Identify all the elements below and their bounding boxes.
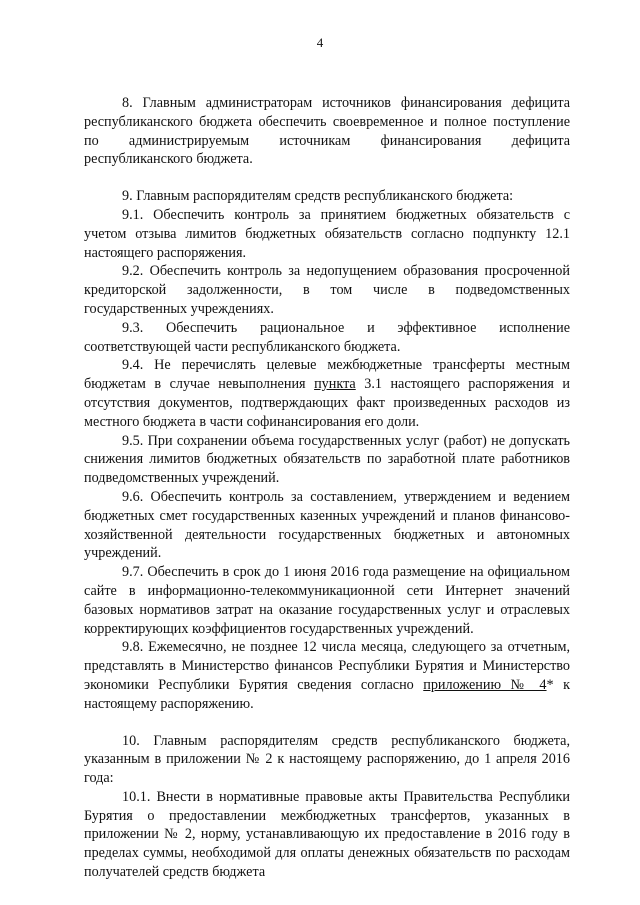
paragraph-9-4 <box>84 356 570 431</box>
paragraph-9-2: 9.2. Обеспечить контроль за недопущением образования просроченной кредиторской задолженности, в том числе в подведомственных государственных учреждениях. <box>84 263 570 317</box>
paragraph-9-8 <box>84 638 570 713</box>
paragraph-9-1: 9.1. Обеспечить контроль за принятием бюджетных обязательств с учетом отзыва лимитов бюджетных обязательств согласно подпункту 12.1 настоящего распоряжения. <box>84 206 570 261</box>
document-body <box>84 94 570 882</box>
paragraph-9-4-text-end: 3.1 настоящего распоряжения и отсутствия документов, подтверждающих факт произведенных расходов из местного бюджета в части софинансирования его доли. <box>84 376 570 430</box>
paragraph-8: 8. Главным администраторам источников финансирования дефицита республиканского бюджета обеспечить своевременное и полное поступление по администрируемым источникам финансирования дефицита республиканского бюджета. <box>84 95 570 168</box>
paragraph-9-3: 9.3. Обеспечить рациональное и эффективное исполнение соответствующей части республиканского бюджета. <box>84 319 570 355</box>
paragraph-10-1: 10.1. Внести в нормативные правовые акты Правительства Республики Бурятия о предоставлении межбюджетных трансфертов, указанных в приложении № 2, норму, устанавливающую их предоставление в 2016 году в пределах суммы, необходимой для оплаты денежных обязательств по расходам получателей средств бюджета <box>84 788 570 881</box>
appendix-4-link[interactable]: приложению № 4 <box>423 676 547 693</box>
paragraph-9-7: 9.7. Обеспечить в срок до 1 июня 2016 года размещение на официальном сайте в информационно-телекоммуникационной сети Интернет значений базовых нормативов затрат на оказание государственных услуг и отраслевых корректирующих коэффициентов государственных учреждений. <box>84 564 570 637</box>
paragraph-9: 9. Главным распорядителям средств республиканского бюджета: <box>122 188 514 205</box>
paragraph-9-8-text-start: 9.8. Ежемесячно, не позднее 12 числа месяца, следующего за отчетным, представлять в Министерство финансов Республики Бурятия и Министерство экономики Республики Бурятия сведения согласно <box>84 639 570 693</box>
paragraph-9-6: 9.6. Обеспечить контроль за составлением, утверждением и ведением бюджетных смет государственных казенных учреждений и планов финансово-хозяйственной деятельности государственных бюджетных и автономных учреждений. <box>84 488 570 562</box>
paragraph-10: 10. Главным распорядителям средств республиканского бюджета, указанным в приложении № 2 к настоящему распоряжению, до 1 апреля 2016 года: <box>84 732 570 787</box>
point-link[interactable]: пункта <box>314 376 356 393</box>
page-number: 4 <box>316 35 324 50</box>
paragraph-9-5: 9.5. При сохранении объема государственных услуг (работ) не допускать снижения лимитов бюджетных обязательств по заработной плате работников подведомственных учреждений. <box>84 432 570 487</box>
paragraph-9-4-text-start: 9.4. Не перечислять целевые межбюджетные трансферты местным бюджетам в случае невыполнения <box>84 357 570 393</box>
paragraph-9-8-text-end: * к настоящему распоряжению. <box>84 676 570 712</box>
